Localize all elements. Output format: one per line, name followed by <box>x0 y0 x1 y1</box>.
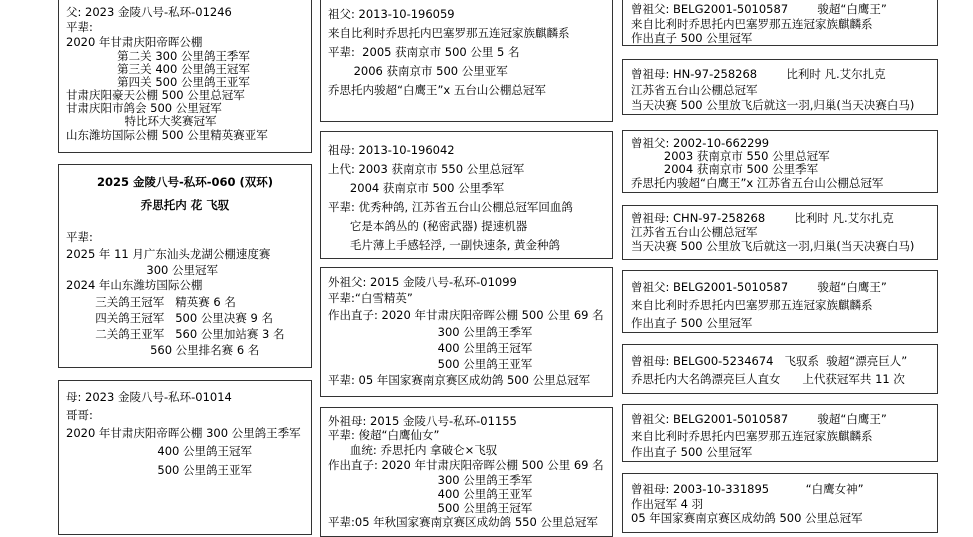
father-line: 第四关 500 公里鸽王亚军 <box>66 75 250 89</box>
paternal-grandfather-card <box>320 0 613 122</box>
subject-subtitle: 乔思托内 花 飞驭 <box>140 198 230 212</box>
mgf-line: 300 公里鸽王季军 <box>328 325 533 339</box>
ggm4-line: 05 年国家赛南京赛区成幼鸽 500 公里总冠军 <box>631 511 863 525</box>
father-line: 山东潍坊国际公棚 500 公里精英赛亚军 <box>66 128 268 142</box>
ggf2-line: 乔思托内骏超“白鹰王”x 江苏省五台山公棚总冠军 <box>631 176 884 190</box>
ggm3-line: 曾祖母: BELG00-5234674 飞驭系 骏超“漂亮巨人” <box>631 354 908 368</box>
ggf3-line: 来自比利时乔思托内巴塞罗那五连冠家族麒麟系 <box>631 298 873 312</box>
pgm-line: 毛片薄上手感轻浮, 一副快速条, 黄金种鸽 <box>328 238 561 252</box>
pgf-line: 祖父: 2013-10-196059 <box>328 7 455 21</box>
father-line: 甘肃庆阳豪天公棚 500 公里总冠军 <box>66 88 245 102</box>
father-line: 平辈: <box>66 20 93 34</box>
great-grandmother-card-3 <box>622 344 938 394</box>
mother-line: 哥哥: <box>66 408 93 422</box>
mother-line: 2020 年甘肃庆阳帝晖公棚 300 公里鸽王季军 <box>66 426 301 440</box>
subject-line: 2024 年山东潍坊国际公棚 <box>66 278 203 292</box>
pgm-line: 上代: 2003 获南京市 550 公里总冠军 <box>328 162 525 176</box>
mgm-line: 500 公里鸽王冠军 <box>328 501 533 515</box>
ggm1-line: 曾祖母: HN-97-258268 比利时 凡.艾尔扎克 <box>631 67 886 81</box>
great-grandfather-card-1 <box>622 0 938 46</box>
great-grandfather-card-3 <box>622 270 938 333</box>
ggm4-line: 曾祖母: 2003-10-331895 “白鹰女神” <box>631 482 864 496</box>
mgm-line: 血统: 乔思托内 拿破仑×飞驭 <box>328 443 498 457</box>
ggf2-line: 2004 获南京市 500 公里季军 <box>631 162 819 176</box>
paternal-grandmother-card <box>320 131 613 259</box>
subject-card <box>58 164 312 368</box>
ggm2-line: 江苏省五台山公棚总冠军 <box>631 225 758 239</box>
mother-line: 500 公里鸽王亚军 <box>66 463 252 477</box>
pgf-line: 来自比利时乔思托内巴塞罗那五连冠家族麒麟系 <box>328 26 570 40</box>
father-card <box>58 0 312 153</box>
mgm-line: 平辈: 俊超“白鹰仙女” <box>328 428 440 442</box>
subject-line: 560 公里排名赛 6 名 <box>66 343 260 357</box>
pgm-line: 平辈: 优秀种鸽, 江苏省五台山公棚总冠军回血鸽 <box>328 200 573 214</box>
great-grandmother-card-2 <box>622 205 938 260</box>
subject-line: 四关鸽王冠军 500 公里决赛 9 名 <box>66 311 273 325</box>
great-grandmother-card-1 <box>622 59 938 115</box>
great-grandfather-card-4 <box>622 404 938 462</box>
mgf-line: 作出直子: 2020 年甘肃庆阳帝晖公棚 500 公里 69 名 <box>328 308 604 322</box>
father-line: 特比环大奖赛冠军 <box>66 114 217 128</box>
ggm4-line: 作出冠军 4 羽 <box>631 497 704 511</box>
ggm1-line: 当天决赛 500 公里放飞后就这一羽,归巢(当天决赛白马) <box>631 98 915 112</box>
ggf2-line: 曾祖父: 2002-10-662299 <box>631 136 770 150</box>
ggf1-line: 曾祖父: BELG2001-5010587 骏超“白鹰王” <box>631 2 887 16</box>
pgm-line: 它是本鸽丛的 (秘密武器) 提速机器 <box>328 219 528 233</box>
subject-line: 三关鸽王冠军 精英赛 6 名 <box>66 295 236 309</box>
mother-card <box>58 380 312 535</box>
mgf-line: 平辈:“白雪精英” <box>328 291 413 305</box>
ggf4-line: 来自比利时乔思托内巴塞罗那五连冠家族麒麟系 <box>631 429 873 443</box>
ggf4-line: 曾祖父: BELG2001-5010587 骏超“白鹰王” <box>631 412 887 426</box>
subject-line: 2025 年 11 月广东汕头龙湖公棚速度赛 <box>66 247 271 261</box>
ggm3-line: 乔思托内大名鸽漂亮巨人直女 上代获冠军共 11 次 <box>631 372 905 386</box>
mother-line: 母: 2023 金陵八号-私环-01014 <box>66 390 232 404</box>
father-line: 甘肃庆阳市鸽会 500 公里冠军 <box>66 101 222 115</box>
mgf-line: 500 公里鸽王亚军 <box>328 357 533 371</box>
mgm-line: 作出直子: 2020 年甘肃庆阳帝晖公棚 500 公里 69 名 <box>328 458 604 472</box>
ggm2-line: 当天决赛 500 公里放飞后就这一羽,归巢(当天决赛白马) <box>631 239 915 253</box>
ggf1-line: 作出直子 500 公里冠军 <box>631 31 753 45</box>
subject-title: 2025 金陵八号-私环-060 (双环) <box>96 175 274 189</box>
great-grandfather-card-2 <box>622 130 938 193</box>
mgf-line: 外祖父: 2015 金陵八号-私环-01099 <box>328 275 517 289</box>
pgf-line: 乔思托内骏超“白鹰王”x 五台山公棚总冠军 <box>328 83 546 97</box>
subject-line: 300 公里冠军 <box>66 263 219 277</box>
mgf-line: 400 公里鸽王冠军 <box>328 341 533 355</box>
pgm-line: 2004 获南京市 500 公里季军 <box>328 181 505 195</box>
pgm-line: 祖母: 2013-10-196042 <box>328 143 455 157</box>
subject-line: 二关鸽王亚军 560 公里加站赛 3 名 <box>66 327 285 341</box>
subject-line: 平辈: <box>66 230 93 244</box>
mgm-line: 平辈:05 年秋国家赛南京赛区成幼鸽 550 公里总冠军 <box>328 515 598 529</box>
father-line: 第三关 400 公里鸽王冠军 <box>66 62 250 76</box>
maternal-grandmother-card <box>320 407 613 537</box>
ggf4-line: 作出直子 500 公里冠军 <box>631 445 753 459</box>
father-line: 第二关 300 公里鸽王季军 <box>66 49 250 63</box>
ggm2-line: 曾祖母: CHN-97-258268 比利时 凡.艾尔扎克 <box>631 211 894 225</box>
ggf2-line: 2003 获南京市 550 公里总冠军 <box>631 149 830 163</box>
pgf-line: 平辈: 2005 获南京市 500 公里 5 名 <box>328 45 520 59</box>
ggm1-line: 江苏省五台山公棚总冠军 <box>631 83 758 97</box>
ggf3-line: 作出直子 500 公里冠军 <box>631 316 753 330</box>
mgf-line: 平辈: 05 年国家赛南京赛区成幼鸽 500 公里总冠军 <box>328 373 591 387</box>
pgf-line: 2006 获南京市 500 公里亚军 <box>328 64 508 78</box>
father-line: 父: 2023 金陵八号-私环-01246 <box>66 5 232 19</box>
mother-line: 400 公里鸽王冠军 <box>66 444 252 458</box>
great-grandmother-card-4 <box>622 473 938 533</box>
maternal-grandfather-card <box>320 267 613 397</box>
ggf3-line: 曾祖父: BELG2001-5010587 骏超“白鹰王” <box>631 280 887 294</box>
ggf1-line: 来自比利时乔思托内巴塞罗那五连冠家族麒麟系 <box>631 17 873 31</box>
father-line: 2020 年甘肃庆阳帝晖公棚 <box>66 35 203 49</box>
mgm-line: 300 公里鸽王季军 <box>328 473 533 487</box>
mgm-line: 400 公里鸽王亚军 <box>328 487 533 501</box>
mgm-line: 外祖母: 2015 金陵八号-私环-01155 <box>328 414 517 428</box>
